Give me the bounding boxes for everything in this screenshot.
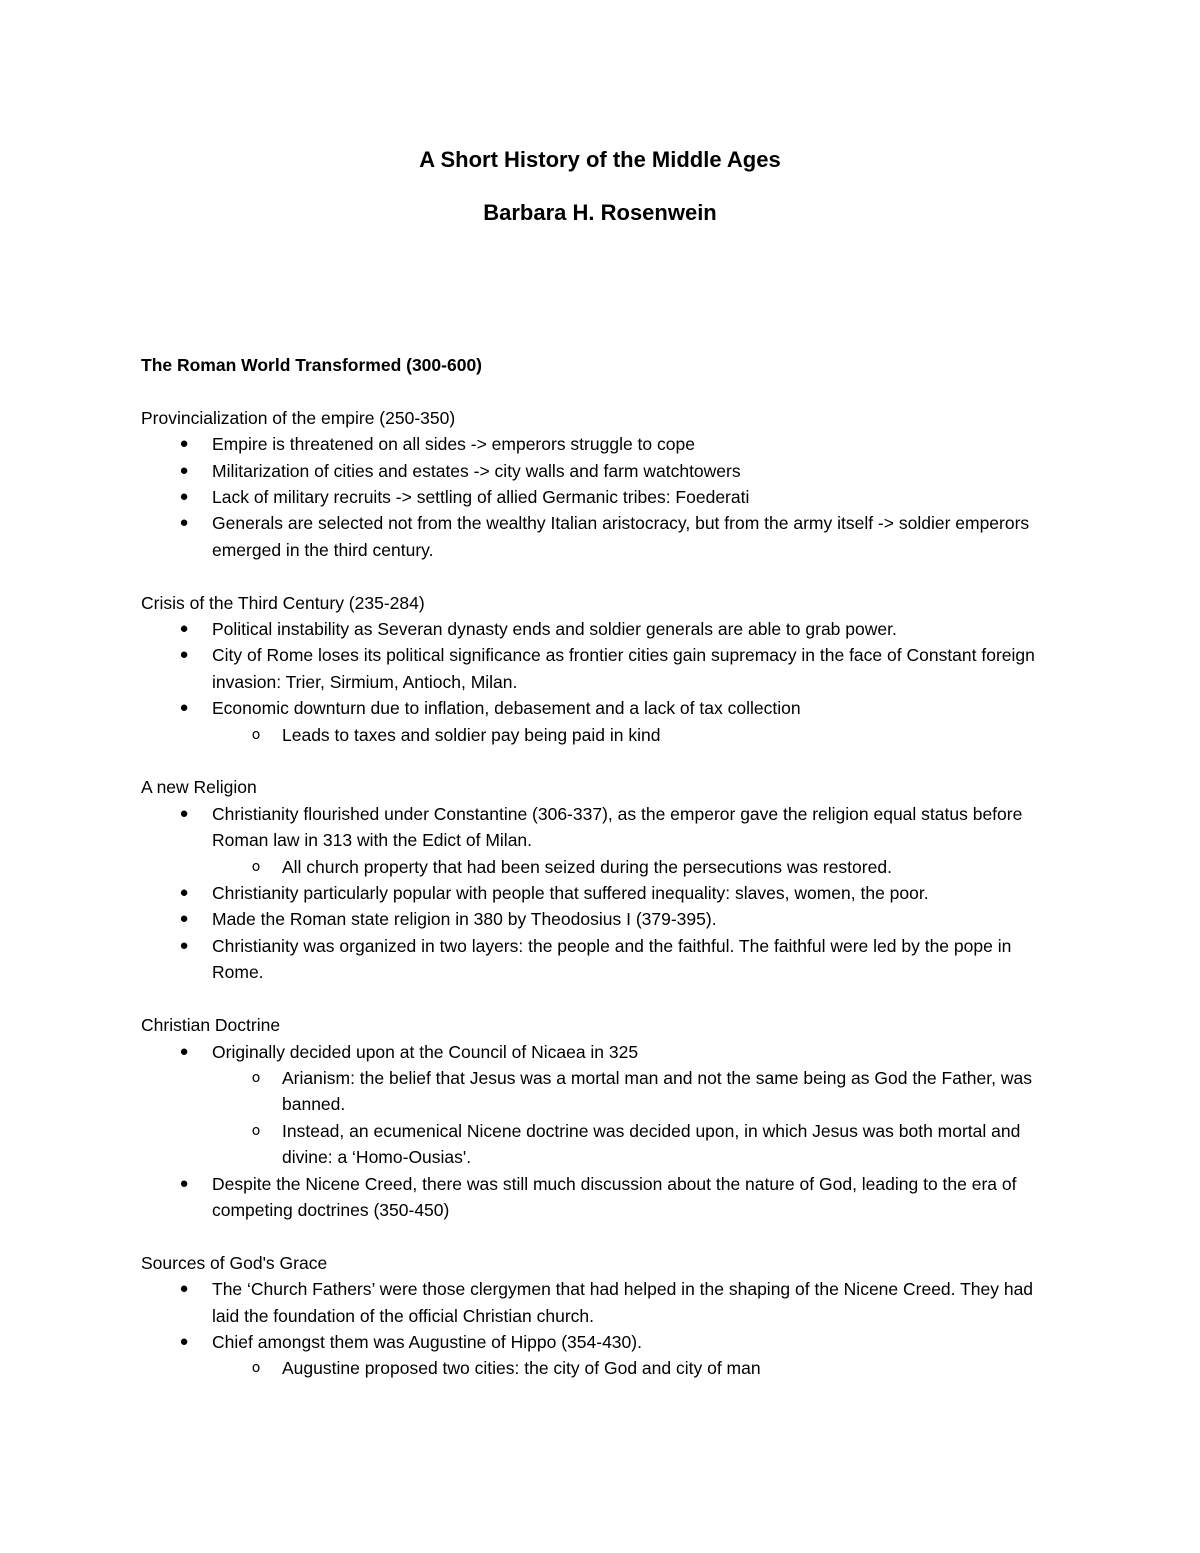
section-heading: Crisis of the Third Century (235-284) [141,592,425,613]
bullet-icon: ● [179,1280,189,1298]
sub-list-item-text: Augustine proposed two cities: the city of God and city of man [282,1358,761,1379]
circle-bullet-icon: o [251,1122,261,1139]
bullet-icon: ● [179,488,189,506]
sub-list-item [141,1065,1061,1118]
document-title: A Short History of the Middle Ages [419,147,781,172]
list-item-text: Christianity flourished under Constantine (306-337), as the emperor gave the religion equal status before Roman law in 313 with the Edict of Milan. [212,803,1023,851]
list-item-text: Political instability as Severan dynasty ends and soldier generals are able to grab power. [212,619,897,640]
circle-bullet-icon: o [251,1360,261,1377]
list-item-text: Militarization of cities and estates -> city walls and farm watchtowers [212,460,741,481]
list-item [141,642,1061,695]
sub-list-item [141,722,1061,748]
bullet-icon: ● [179,884,189,902]
section-heading: Provincialization of the empire (250-350) [141,407,456,428]
list-item [141,484,1061,510]
bullet-icon: ● [179,1174,189,1192]
list-item-text: Originally decided upon at the Council of Nicaea in 325 [212,1041,639,1062]
bullet-icon: ● [179,1332,189,1350]
list-item [141,1039,1061,1065]
document-body [141,352,1061,1382]
bullet-icon: ● [179,910,189,928]
sub-list-item [141,854,1061,880]
circle-bullet-icon: o [251,858,261,875]
list-item [141,1171,1061,1224]
document-author: Barbara H. Rosenwein [483,200,717,225]
section-heading: Christian Doctrine [141,1015,281,1036]
list-item [141,801,1061,854]
list-item-text: Made the Roman state religion in 380 by Theodosius I (379-395). [212,909,717,930]
sub-list-item [141,1355,1061,1381]
list-item-text: Chief amongst them was Augustine of Hippo (354-430). [212,1331,642,1352]
list-item [141,458,1061,484]
bullet-icon: ● [179,620,189,638]
sub-list-item-text: Instead, an ecumenical Nicene doctrine was decided upon, in which Jesus was both mortal and divine: a ‘Homo-Ousias'. [282,1120,1021,1168]
circle-bullet-icon: o [251,1069,261,1086]
list-item [141,1329,1061,1355]
bullet-icon: ● [179,435,189,453]
list-item-text: City of Rome loses its political significance as frontier cities gain supremacy in the face of Constant foreign invasion: Trier, Sirmium, Antioch, Milan. [212,645,1035,692]
sections-container [141,405,1061,1382]
bullet-icon: ● [179,1042,189,1060]
bullet-icon: ● [179,936,189,954]
sub-list-item [141,1118,1061,1171]
list-item-text: Economic downturn due to inflation, debasement and a lack of tax collection [212,698,801,719]
section [141,1250,1061,1382]
chapter-spacer [141,378,1061,404]
list-item-text: Lack of military recruits -> settling of allied Germanic tribes: Foederati [212,487,750,508]
bullet-icon: ● [179,646,189,664]
list-item [141,510,1061,563]
bullet-icon: ● [179,804,189,822]
section [141,1012,1061,1223]
list-item-text: Empire is threatened on all sides -> emperors struggle to cope [212,434,695,455]
chapter-heading: The Roman World Transformed (300-600) [141,355,483,375]
list-item-text: The ‘Church Fathers’ were those clergymen that had helped in the shaping of the Nicene Creed. They had laid the foundation of the official Christian church. [212,1279,1034,1326]
list-item [141,695,1061,721]
sub-list-item-text: All church property that had been seized during the persecutions was restored. [282,856,892,877]
section [141,774,1061,985]
list-item [141,616,1061,642]
list-item-text: Christianity was organized in two layers: the people and the faithful. The faithful were led by the pope in Rome. [212,935,1012,983]
section [141,405,1061,563]
list-item [141,933,1061,986]
list-item-text: Generals are selected not from the wealthy Italian aristocracy, but from the army itself -> soldier emperors emerged in the third century. [212,513,1030,560]
sub-list-item-text: Arianism: the belief that Jesus was a mortal man and not the same being as God the Father, was banned. [282,1067,1032,1115]
section-heading: A new Religion [141,777,257,798]
section-heading: Sources of God's Grace [141,1252,328,1273]
circle-bullet-icon: o [251,726,261,743]
list-item-text: Christianity particularly popular with people that suffered inequality: slaves, women, the poor. [212,883,929,904]
list-item-text: Despite the Nicene Creed, there was still much discussion about the nature of God, leading to the era of competing doctrines (350-450) [212,1173,1017,1220]
section [141,590,1061,748]
list-item [141,906,1061,932]
list-item [141,1276,1061,1329]
list-item [141,431,1061,457]
bullet-icon: ● [179,699,189,717]
list-item [141,880,1061,906]
bullet-icon: ● [179,514,189,532]
sub-list-item-text: Leads to taxes and soldier pay being paid in kind [282,724,661,745]
bullet-icon: ● [179,461,189,479]
